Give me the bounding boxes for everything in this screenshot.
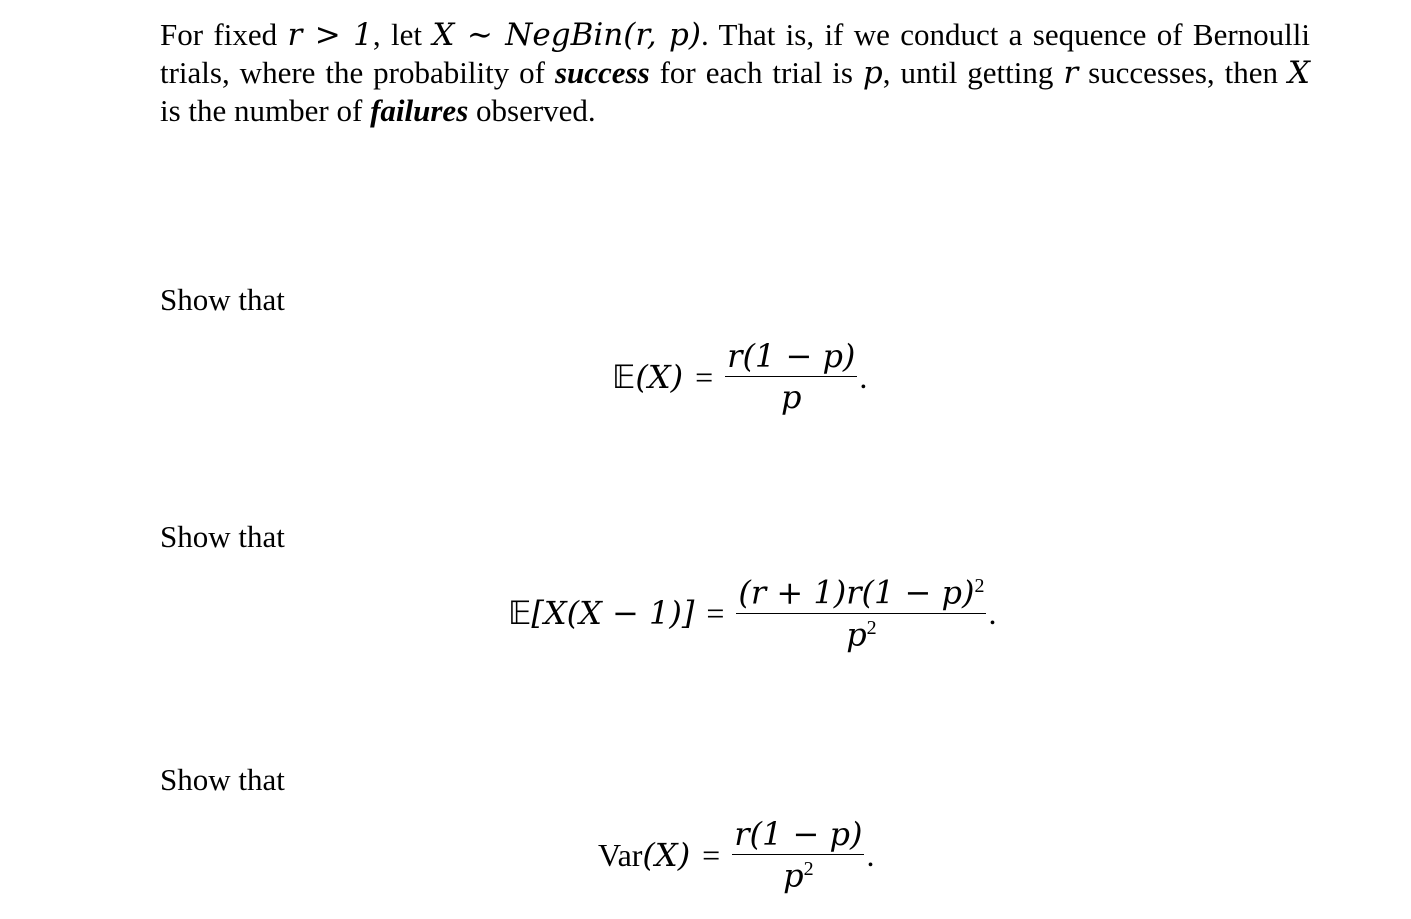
equation-lhs (508, 594, 695, 633)
fraction (736, 573, 986, 654)
denominator (846, 614, 877, 654)
equation-variance (598, 815, 875, 895)
emphasis-success: success (554, 55, 650, 90)
statement-text: successes, then (1078, 55, 1288, 90)
numerator (725, 337, 857, 377)
math-r: r (1063, 55, 1079, 91)
math-p: p (862, 55, 883, 91)
prompt-show-that-1: Show that (160, 282, 285, 317)
period: . (988, 595, 997, 632)
denominator-exponent: 2 (803, 858, 814, 880)
variance-operator: Var (598, 836, 643, 873)
period: . (859, 358, 868, 395)
denominator-text: p (846, 615, 867, 654)
emphasis-failures: failures (370, 93, 469, 128)
statement-text: For fixed (160, 17, 288, 52)
equals-sign: = (695, 358, 714, 395)
statement-text: is the number of (160, 93, 371, 128)
numerator-text: r(1 − p) (727, 337, 856, 375)
period: . (866, 836, 875, 873)
statement-line-1 (160, 16, 1310, 54)
denominator (781, 377, 802, 416)
expectation-operator: 𝔼 (508, 594, 532, 633)
math-negbin: X ∼ NegBin(r, p) (432, 17, 701, 53)
problem-statement (160, 16, 1310, 130)
prompt-show-that-2: Show that (160, 519, 285, 554)
fraction (732, 815, 864, 895)
prompt-show-that-3: Show that (160, 762, 285, 797)
statement-text: trials, where the probability of (160, 55, 555, 90)
equals-sign: = (706, 595, 725, 632)
numerator-text: (r + 1)r(1 − p) (738, 573, 975, 612)
statement-text: observed. (468, 93, 596, 128)
fraction (725, 337, 857, 416)
statement-text: . That is, if we conduct a sequence of Bernoulli (700, 17, 1310, 52)
numerator-exponent: 2 (974, 575, 985, 597)
denominator-exponent: 2 (866, 616, 877, 639)
statement-line-2 (160, 54, 1310, 92)
equation-lhs (612, 357, 684, 396)
statement-text: for each trial is (649, 55, 863, 90)
numerator-text: r(1 − p) (734, 815, 863, 853)
lhs-argument: [X(X − 1)] (531, 594, 695, 633)
equation-lhs (598, 835, 691, 874)
lhs-argument: (X) (635, 357, 684, 396)
statement-line-3 (160, 92, 1310, 130)
lhs-argument: (X) (642, 835, 691, 874)
numerator (736, 573, 986, 614)
denominator-text: p (781, 378, 802, 416)
math-X: X (1287, 55, 1310, 91)
equation-factorial-moment (508, 573, 997, 654)
denominator (783, 855, 814, 895)
statement-text: , let (372, 17, 433, 52)
denominator-text: p (783, 856, 804, 895)
equals-sign: = (702, 836, 721, 873)
statement-text: , until getting (882, 55, 1064, 90)
math-r-greater-1: r > 1 (287, 17, 373, 53)
numerator (732, 815, 864, 855)
expectation-operator: 𝔼 (612, 357, 636, 396)
equation-expectation (612, 337, 868, 416)
